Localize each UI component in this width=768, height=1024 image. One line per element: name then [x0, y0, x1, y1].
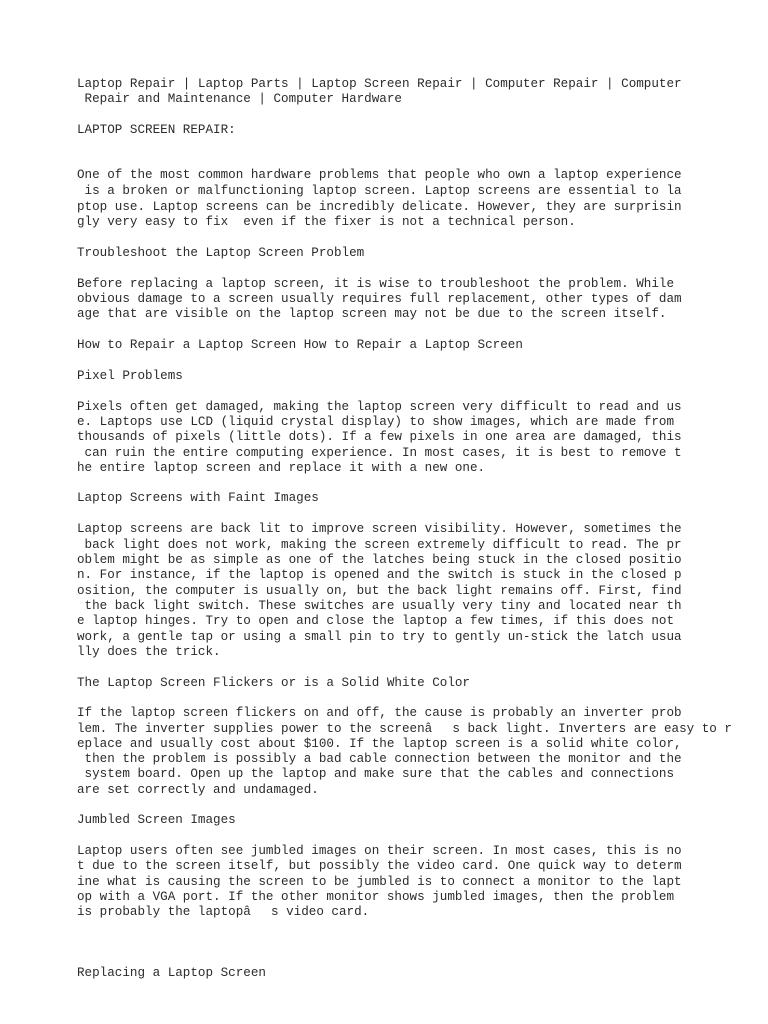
faint-images-paragraph-line: work, a gentle tap or using a small pin to try to gently un-stick the latch usua [77, 630, 682, 644]
flicker-paragraph-line: lem. The inverter supplies power to the screenâs back light. Inverters are easy to r [77, 722, 732, 736]
section-heading: Replacing a Laptop Screen [77, 966, 266, 980]
faint-images-paragraph-line: the back light switch. These switches are usually very tiny and located near th [77, 599, 682, 613]
jumbled-paragraph-line: is probably the laptopâs video card. [77, 905, 370, 919]
flicker-paragraph-line: then the problem is possibly a bad cable connection between the monitor and the [77, 752, 682, 766]
document-title: LAPTOP SCREEN REPAIR: [77, 123, 236, 137]
faint-images-paragraph-line: osition, the computer is usually on, but the back light remains off. First, find [77, 584, 682, 598]
faint-images-paragraph-line: Laptop screens are back lit to improve screen visibility. However, sometimes the [77, 522, 682, 536]
breadcrumb-line-2: Repair and Maintenance | Computer Hardware [77, 92, 402, 106]
flicker-paragraph-line: If the laptop screen flickers on and off, the cause is probably an inverter prob [77, 706, 682, 720]
flicker-paragraph-line: are set correctly and undamaged. [77, 783, 319, 797]
intro-paragraph-line: gly very easy to fix even if the fixer is not a technical person. [77, 215, 576, 229]
flicker-paragraph-line: eplace and usually cost about $100. If the laptop screen is a solid white color, [77, 737, 682, 751]
jumbled-paragraph-line: Laptop users often see jumbled images on their screen. In most cases, this is no [77, 844, 682, 858]
faint-images-paragraph-line: oblem might be as simple as one of the latches being stuck in the closed positio [77, 553, 682, 567]
section-heading: Laptop Screens with Faint Images [77, 491, 319, 505]
section-heading: How to Repair a Laptop Screen How to Repair a Laptop Screen [77, 338, 523, 352]
faint-images-paragraph-line: e laptop hinges. Try to open and close the laptop a few times, if this does not [77, 614, 675, 628]
jumbled-paragraph-line: ine what is causing the screen to be jumbled is to connect a monitor to the lapt [77, 875, 682, 889]
jumbled-paragraph-line: t due to the screen itself, but possibly the video card. One quick way to determ [77, 859, 682, 873]
pixel-paragraph-line: he entire laptop screen and replace it with a new one. [77, 461, 486, 475]
pixel-paragraph-line: thousands of pixels (little dots). If a few pixels in one area are damaged, this [77, 430, 682, 444]
breadcrumb-line-1: Laptop Repair | Laptop Parts | Laptop Screen Repair | Computer Repair | Computer [77, 77, 682, 91]
section-heading: The Laptop Screen Flickers or is a Solid White Color [77, 676, 470, 690]
faint-images-paragraph-line: lly does the trick. [77, 645, 221, 659]
section-heading: Troubleshoot the Laptop Screen Problem [77, 246, 365, 260]
faint-images-paragraph-line: back light does not work, making the screen extremely difficult to read. The pr [77, 538, 682, 552]
intro-paragraph-line: One of the most common hardware problems that people who own a laptop experience [77, 168, 682, 182]
troubleshoot-paragraph-line: Before replacing a laptop screen, it is wise to troubleshoot the problem. While [77, 277, 675, 291]
troubleshoot-paragraph-line: age that are visible on the laptop screen may not be due to the screen itself. [77, 307, 667, 321]
section-heading: Pixel Problems [77, 369, 183, 383]
pixel-paragraph-line: Pixels often get damaged, making the laptop screen very difficult to read and us [77, 400, 682, 414]
section-heading: Jumbled Screen Images [77, 813, 236, 827]
flicker-paragraph-line: system board. Open up the laptop and make sure that the cables and connections [77, 767, 675, 781]
faint-images-paragraph-line: n. For instance, if the laptop is opened and the switch is stuck in the closed p [77, 568, 682, 582]
pixel-paragraph-line: e. Laptops use LCD (liquid crystal display) to show images, which are made from [77, 415, 675, 429]
pixel-paragraph-line: can ruin the entire computing experience. In most cases, it is best to remove t [77, 446, 682, 460]
intro-paragraph-line: ptop use. Laptop screens can be incredibly delicate. However, they are surprisin [77, 200, 682, 214]
troubleshoot-paragraph-line: obvious damage to a screen usually requires full replacement, other types of dam [77, 292, 682, 306]
intro-paragraph-line: is a broken or malfunctioning laptop screen. Laptop screens are essential to la [77, 184, 682, 198]
jumbled-paragraph-line: op with a VGA port. If the other monitor shows jumbled images, then the problem [77, 890, 675, 904]
